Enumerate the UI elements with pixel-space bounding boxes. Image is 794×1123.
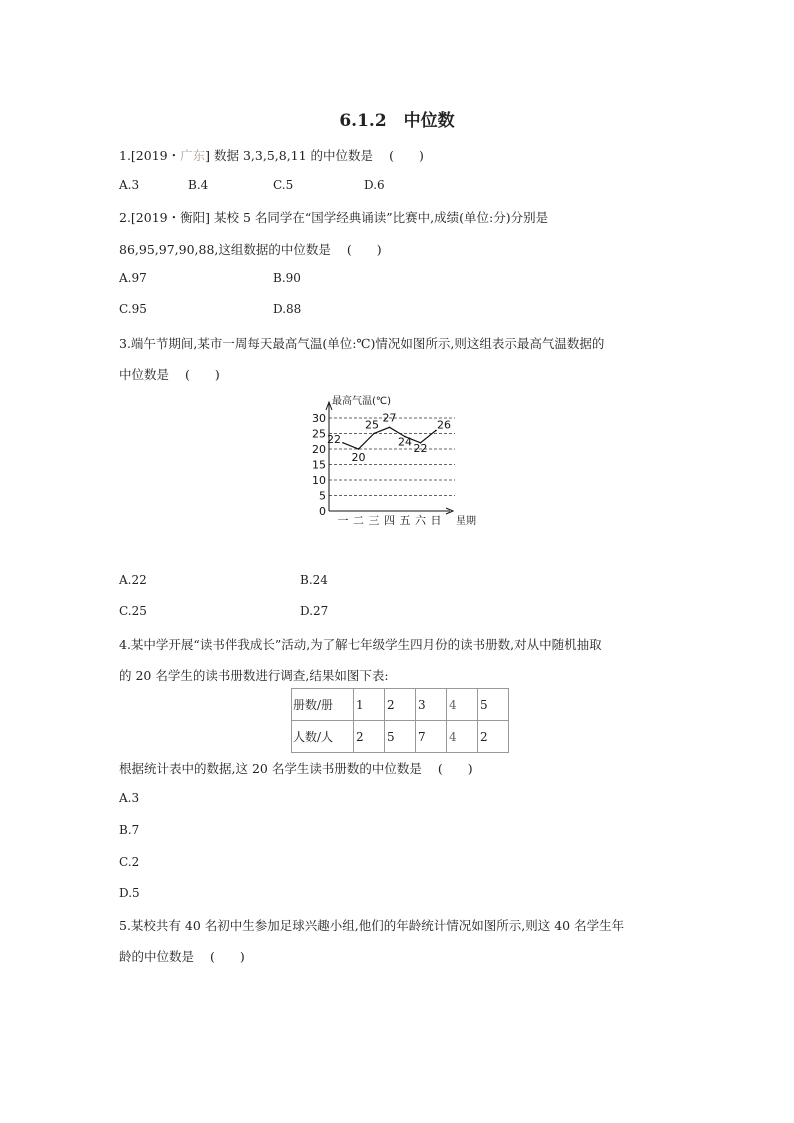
chart-x-label: 星期 [456, 516, 476, 527]
table-cell: 7 [416, 721, 447, 753]
books-table [291, 688, 509, 753]
chart-series [327, 411, 451, 464]
y-tick-label: 10 [312, 474, 326, 487]
temperature-line-chart [300, 390, 500, 530]
data-label: 27 [382, 411, 397, 425]
q1-option-b: B.4 [188, 178, 209, 192]
q2-line2: 86,95,97,90,88,这组数据的中位数是 [119, 242, 331, 257]
q2-line1: 2.[2019・衡阳] 某校 5 名同学在“国学经典诵读”比赛中,成绩(单位:分)分别是 [119, 210, 549, 225]
x-tick-label: 六 [415, 514, 426, 527]
q1-option-c: C.5 [273, 178, 294, 192]
q4-option-c: C.2 [119, 855, 140, 869]
y-tick-label: 30 [312, 412, 326, 425]
q2-paren: ( ) [346, 242, 382, 257]
q3-option-c: C.25 [119, 604, 147, 618]
x-tick-label: 四 [384, 514, 395, 527]
data-label: 26 [437, 418, 451, 432]
table-cell: 2 [478, 721, 509, 753]
question-5-line2 [119, 947, 245, 965]
chart-y-label: 最高气温(℃) [332, 396, 392, 407]
table-row-header: 人数/人 [292, 721, 354, 753]
data-label: 22 [413, 441, 428, 455]
q4-option-b: B.7 [119, 823, 140, 837]
q1-text: ] 数据 3,3,5,8,11 的中位数是 [205, 148, 374, 163]
q1-paren: ( ) [389, 148, 424, 163]
table-row [292, 689, 509, 721]
q4-option-a: A.3 [119, 791, 140, 805]
data-label: 22 [327, 432, 341, 446]
x-tick-label: 一 [337, 514, 349, 527]
table-cell: 2 [354, 721, 385, 753]
q2-option-a: A.97 [119, 271, 147, 285]
q4-line2: 的 20 名学生的读书册数进行调查,结果如图下表: [119, 668, 389, 683]
q5-line2: 龄的中位数是 [119, 949, 195, 964]
q5-paren: ( ) [210, 949, 245, 964]
x-tick-label: 日 [430, 514, 442, 527]
x-tick-label: 三 [368, 514, 380, 527]
table-cell: 2 [385, 689, 416, 721]
x-tick-label: 五 [399, 514, 411, 527]
q1-option-d: D.6 [364, 178, 385, 192]
y-tick-label: 0 [319, 505, 326, 518]
q5-line1: 5.某校共有 40 名初中生参加足球兴趣小组,他们的年龄统计情况如图所示,则这 40 名学生年 [119, 918, 625, 933]
question-1 [119, 146, 424, 164]
q4-after: 根据统计表中的数据,这 20 名学生读书册数的中位数是 [119, 761, 422, 776]
table-row [292, 721, 509, 753]
chart-y-ticks [312, 412, 326, 518]
q1-prefix: 1.[2019・ [119, 148, 181, 163]
q3-line1: 3.端午节期间,某市一周每天最高气温(单位:℃)情况如图所示,则这组表示最高气温数据的 [119, 336, 605, 351]
q2-option-b: B.90 [273, 271, 301, 285]
y-tick-label: 15 [312, 458, 326, 472]
q3-paren: ( ) [185, 367, 220, 382]
q1-option-a: A.3 [119, 178, 140, 192]
question-2-line2 [119, 240, 382, 258]
q4-option-d: D.5 [119, 886, 140, 900]
data-point [342, 442, 344, 444]
q3-line2: 中位数是 [119, 367, 170, 382]
question-4-after [119, 759, 473, 777]
q2-option-d: D.88 [273, 302, 302, 316]
q1-source: 广东 [180, 148, 206, 163]
table-cell: 5 [478, 689, 509, 721]
table-cell: 1 [354, 689, 385, 721]
table-cell: 3 [416, 689, 447, 721]
q4-line1: 4.某中学开展“读书伴我成长”活动,为了解七年级学生四月份的读书册数,对从中随机抽取 [119, 637, 602, 652]
table-row-header: 册数/册 [292, 689, 354, 721]
data-point [389, 427, 391, 429]
data-label: 20 [351, 451, 366, 464]
data-label: 24 [398, 435, 412, 449]
q3-option-a: A.22 [119, 573, 147, 587]
question-3-line2 [119, 365, 220, 383]
table-cell: 4 [447, 689, 478, 721]
y-tick-label: 20 [312, 443, 326, 456]
x-tick-label: 二 [353, 514, 364, 527]
page-title: 6.1.2 中位数 [339, 111, 455, 131]
q4-paren: ( ) [437, 761, 473, 776]
table-cell: 5 [385, 721, 416, 753]
data-point [373, 433, 375, 435]
y-tick-label: 25 [312, 427, 326, 441]
data-label: 25 [365, 418, 379, 432]
y-tick-label: 5 [319, 489, 326, 503]
chart-x-ticks [338, 514, 442, 527]
q3-option-b: B.24 [300, 573, 328, 587]
data-point [358, 448, 360, 450]
q2-option-c: C.95 [119, 302, 147, 316]
table-cell: 4 [447, 721, 478, 753]
q3-option-d: D.27 [300, 604, 329, 618]
